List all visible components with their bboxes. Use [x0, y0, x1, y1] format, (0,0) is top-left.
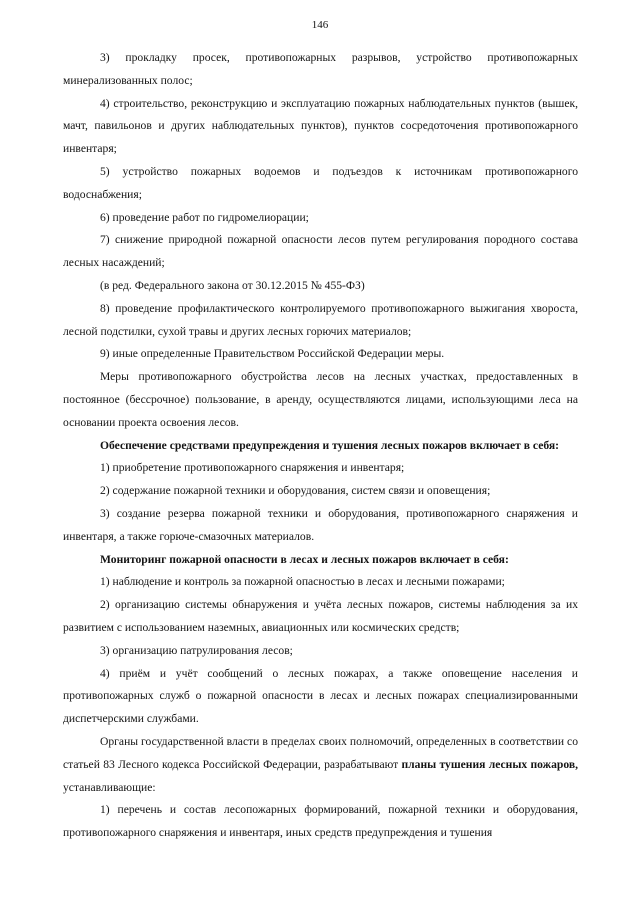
- paragraph-measures: Меры противопожарного обустройства лесов на лесных участках, предоставленных в постоянное (бессрочное) пользование, в аренду, осуществляются лицами, использующими леса на основании проекта освоения лесов.: [63, 370, 578, 429]
- paragraph-item-6: 6) проведение работ по гидромелиорации;: [100, 210, 309, 224]
- paragraph-item-7: 7) снижение природной пожарной опасности лесов путем регулирования породного состава лесных насаждений;: [63, 233, 578, 270]
- means-item-2: 2) содержание пожарной техники и оборудования, систем связи и оповещения;: [100, 484, 491, 498]
- paragraph-item-8: 8) проведение профилактического контролируемого противопожарного выжигания хвороста, лесной подстилки, сухой травы и других лесных горючих материалов;: [63, 301, 578, 338]
- page-number: 146: [311, 19, 329, 31]
- authorities-text-end: устанавливающие:: [63, 780, 156, 794]
- document-body: [63, 47, 578, 845]
- section-heading-monitoring: Мониторинг пожарной опасности в лесах и лесных пожаров включает в себя:: [100, 552, 509, 566]
- monitoring-item-2: 2) организацию системы обнаружения и учёта лесных пожаров, системы наблюдения за их развитием с использованием наземных, авиационных или космических средств;: [63, 598, 578, 634]
- monitoring-item-1: 1) наблюдение и контроль за пожарной опасностью в лесах и лесными пожарами;: [100, 575, 505, 589]
- paragraph-item-9: 9) иные определенные Правительством Российской Федерации меры.: [100, 347, 445, 361]
- paragraph-item-4: 4) строительство, реконструкцию и эксплуатацию пожарных наблюдательных пунктов (вышек, мачт, павильонов и других наблюдательных пунктов), пунктов сосредоточения противопожарного инвентаря;: [63, 96, 578, 156]
- amendment-note: (в ред. Федерального закона от 30.12.2015 № 455-ФЗ): [100, 278, 365, 292]
- paragraph-authorities: [63, 731, 578, 799]
- section-heading-suppression-means: Обеспечение средствами предупреждения и тушения лесных пожаров включает в себя:: [100, 438, 559, 452]
- paragraph-item-5: 5) устройство пожарных водоемов и подъездов к источникам противопожарного водоснабжения;: [63, 164, 578, 201]
- paragraph-item-3: 3) прокладку просек, противопожарных разрывов, устройство противопожарных минерализованных полос;: [63, 51, 578, 87]
- monitoring-item-3: 3) организацию патрулирования лесов;: [100, 643, 293, 657]
- means-item-3: 3) создание резерва пожарной техники и оборудования, противопожарного снаряжения и инвентаря, а также горюче-смазочных материалов.: [63, 506, 578, 543]
- authorities-text-start: Органы государственной власти в пределах своих полномочий, определенных в соответствии со статьей 83 Лесного кодекса Российской Федерации, разрабатывают: [63, 734, 578, 771]
- authorities-bold-term: планы тушения лесных пожаров,: [401, 757, 578, 771]
- monitoring-item-4: 4) приём и учёт сообщений о лесных пожарах, а также оповещение населения и противопожарных служб о пожарной опасности в лесах и лесных пожарах специализированными диспетчерскими службами.: [63, 666, 578, 726]
- plan-item-1: 1) перечень и состав лесопожарных формирований, пожарной техники и оборудования, противопожарного снаряжения и инвентаря, иных средств предупреждения и тушения: [63, 803, 578, 840]
- means-item-1: 1) приобретение противопожарного снаряжения и инвентаря;: [100, 461, 405, 475]
